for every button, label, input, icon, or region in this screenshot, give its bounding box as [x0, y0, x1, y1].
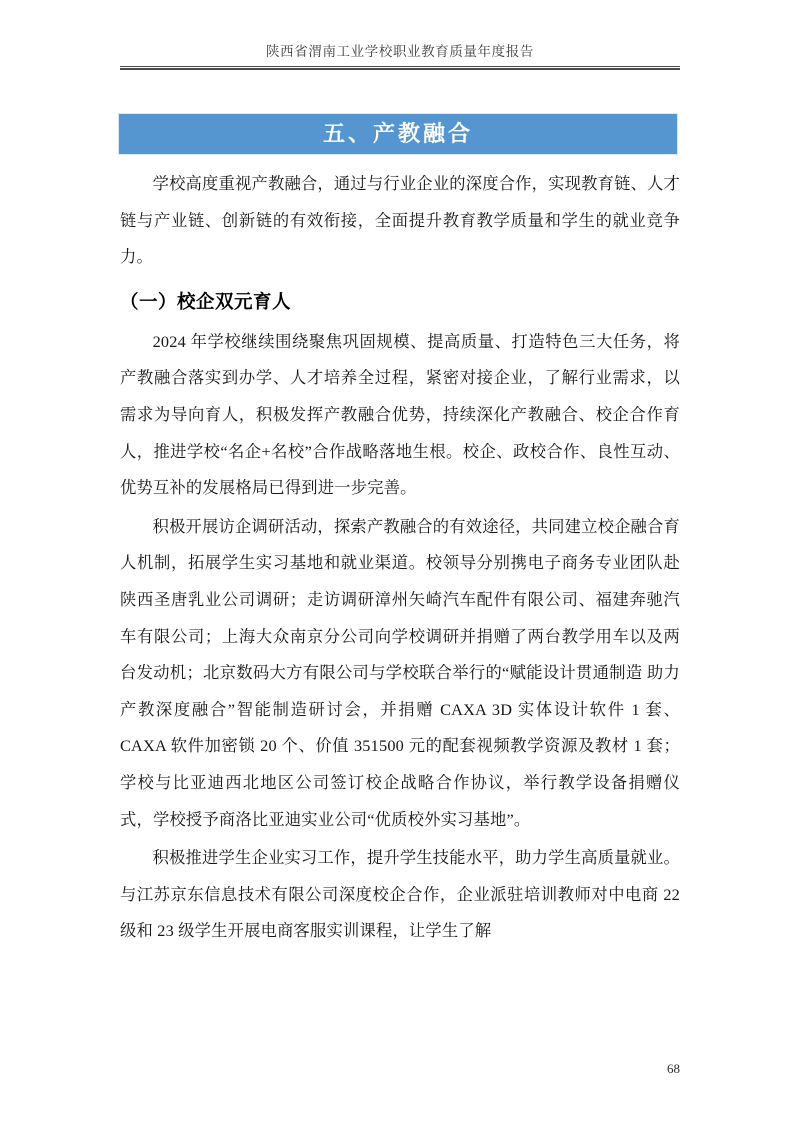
page-footer — [120, 1060, 680, 1078]
header-title: 陕西省渭南工业学校职业教育质量年度报告 — [266, 44, 534, 59]
page-number: 68 — [667, 1061, 680, 1076]
document-body — [120, 166, 680, 952]
header-divider-rule — [120, 66, 680, 70]
subsection-heading: （一）校企双元育人 — [120, 292, 292, 313]
section-banner-title: 五、产教融合 — [322, 121, 473, 146]
body-paragraph-1: 2024 年学校继续围绕聚焦巩固规模、提高质量、打造特色三大任务，将产教融合落实到办学、人才培养全过程，紧密对接企业，了解行业需求，以需求为导向育人，积极发挥产教融合优势，持续深化产教融合、校企合作育人，推进学校“名企+名校”合作战略落地生根。校企、政校合作、良性互动、优势互补的发展格局已得到进一步完善。 — [120, 331, 680, 498]
section-banner — [118, 113, 678, 155]
body-paragraph-3: 积极推进学生企业实习工作，提升学生技能水平，助力学生高质量就业。与江苏京东信息技术有限公司深度校企合作，企业派驻培训教师对中电商 22 级和 23 级学生开展电商客服实训课程，让学生了解 — [120, 848, 680, 941]
body-paragraph-2: 积极开展访企调研活动，探索产教融合的有效途径，共同建立校企融合育人机制，拓展学生实习基地和就业渠道。校领导分别携电子商务专业团队赴陕西圣唐乳业公司调研；走访调研漳州矢崎汽车配件有限公司、福建奔驰汽车有限公司；上海大众南京分公司向学校调研并捐赠了两台教学用车以及两台发动机；北京数码大方有限公司与学校联合举行的“赋能设计贯通制造 助力产教深度融合”智能制造研讨会，并捐赠 CAXA 3D 实体设计软件 1 套、CAXA 软件加密锁 20 个、价值 351500 元的配套视频教学资源及教材 1 套；学校与比亚迪西北地区公司签订校企战略合作协议，举行教学设备捐赠仪式，学校授予商洛比亚迪实业公司“优质校外实习基地”。 — [120, 516, 680, 829]
intro-paragraph: 学校高度重视产教融合，通过与行业企业的深度合作，实现教育链、人才链与产业链、创新链的有效衔接，全面提升教育教学质量和学生的就业竞争力。 — [120, 174, 680, 267]
running-header — [120, 44, 680, 70]
